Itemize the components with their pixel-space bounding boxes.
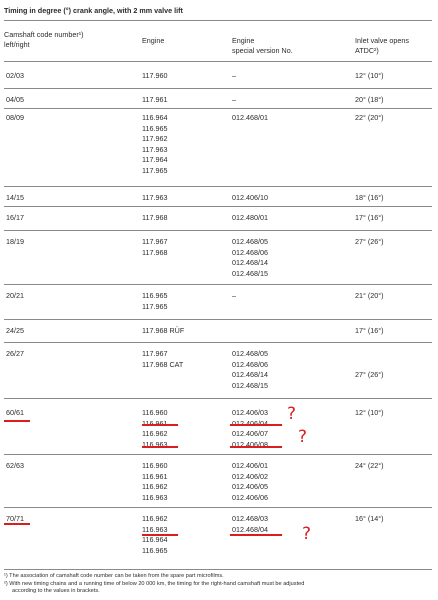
camshaft-code: 70/71 (6, 514, 24, 523)
annotation-question-mark-2: ? (298, 427, 308, 447)
engine-number: 116.964 (142, 113, 168, 122)
row-separator (4, 398, 432, 399)
inlet-valve-timing: 27° (26°) (355, 370, 384, 379)
engine-list (142, 213, 167, 224)
special-version-number: 012.406/10 (232, 193, 268, 202)
inlet-valve-timing: 18° (16°) (355, 193, 384, 202)
row-separator (4, 108, 432, 109)
engine-number: 116.960 (142, 408, 168, 417)
engine-number: 117.963 (142, 193, 168, 202)
header-rule (4, 61, 432, 62)
special-version-list (232, 113, 268, 124)
annotation-underline-116-963 (142, 446, 178, 448)
camshaft-code: 18/19 (6, 237, 24, 246)
engine-number: 116.965 (142, 123, 168, 133)
engine-list (142, 95, 167, 106)
row-separator (4, 507, 432, 508)
engine-list (142, 71, 167, 82)
inlet-valve-timing: 21° (20°) (355, 291, 384, 300)
header-special-version (232, 36, 293, 55)
special-version-list (232, 514, 268, 535)
inlet-valve-timing: 17° (16°) (355, 326, 384, 335)
annotation-question-mark-1: ? (287, 404, 297, 424)
special-version-number: 012.480/01 (232, 213, 268, 222)
inlet-valve-timing: 12° (10°) (355, 408, 384, 417)
special-version-number: 012.468/14 (232, 370, 268, 379)
engine-list (142, 237, 167, 258)
camshaft-code: 62/63 (6, 461, 24, 470)
annotation-underline-116-963-b (142, 534, 178, 536)
special-version-number: 012.406/06 (232, 492, 268, 502)
special-version-number: 012.406/05 (232, 482, 268, 491)
camshaft-code: 20/21 (6, 291, 24, 300)
special-version-number: – (232, 95, 236, 104)
special-version-list (232, 193, 268, 204)
engine-number: 117.965 (142, 165, 168, 175)
header-engine: Engine (142, 36, 165, 45)
annotation-question-mark-3: ? (302, 524, 312, 544)
engine-number: 117.967 (142, 237, 168, 246)
row-separator (4, 88, 432, 89)
special-version-number: 012.468/05 (232, 237, 268, 246)
engine-number: 117.968 CAT (142, 359, 184, 369)
camshaft-code: 16/17 (6, 213, 24, 222)
engine-number: 117.963 (142, 144, 168, 154)
row-separator (4, 284, 432, 285)
special-version-number: 012.468/06 (232, 359, 268, 369)
special-version-number: 012.468/04 (232, 524, 268, 534)
inlet-valve-timing: 16° (14°) (355, 514, 384, 523)
camshaft-code: 02/03 (6, 71, 24, 80)
engine-number: 116.963 (142, 524, 168, 534)
special-version-number: – (232, 71, 236, 80)
table-title: Timing in degree (°) crank angle, with 2 mm valve lift (4, 6, 183, 15)
bottom-rule (4, 569, 432, 570)
engine-number: 116.962 (142, 482, 168, 491)
special-version-list (232, 408, 268, 450)
header-special-line1: Engine (232, 36, 255, 45)
camshaft-code: 60/61 (6, 408, 24, 417)
engine-number: 117.967 (142, 349, 168, 358)
engine-number: 116.962 (142, 514, 168, 523)
row-separator (4, 230, 432, 231)
inlet-valve-timing: 27° (26°) (355, 237, 384, 246)
annotation-underline-code-70-71 (4, 523, 30, 525)
special-version-number: 012.406/07 (232, 429, 268, 438)
special-version-number: 012.406/03 (232, 408, 268, 417)
special-version-list (232, 461, 268, 503)
camshaft-code: 24/25 (6, 326, 24, 335)
engine-number: 116.961 (142, 471, 168, 481)
engine-number: 117.960 (142, 71, 168, 80)
engine-list (142, 408, 167, 450)
special-version-number: 012.468/15 (232, 268, 268, 278)
special-version-number: 012.468/03 (232, 514, 268, 523)
header-valve-line2: ATDC²) (355, 45, 379, 55)
annotation-underline-012-406-08 (230, 446, 282, 448)
row-separator (4, 342, 432, 343)
engine-number: 117.968 RÜF (142, 326, 185, 335)
engine-number: 116.960 (142, 461, 168, 470)
engine-list (142, 113, 167, 176)
row-separator (4, 186, 432, 187)
engine-number: 117.968 (142, 247, 168, 257)
inlet-valve-timing: 12° (10°) (355, 71, 384, 80)
camshaft-code: 08/09 (6, 113, 24, 122)
inlet-valve-timing: 22° (20°) (355, 113, 384, 122)
annotation-underline-012-468-04 (230, 534, 282, 536)
engine-number: 116.963 (142, 439, 168, 449)
engine-number: 116.964 (142, 535, 168, 544)
engine-number: 117.961 (142, 95, 168, 104)
engine-number: 117.962 (142, 134, 168, 143)
header-code-line1: Camshaft code number¹) (4, 30, 84, 39)
engine-number: 116.963 (142, 492, 168, 502)
row-separator (4, 206, 432, 207)
inlet-valve-timing: 17° (16°) (355, 213, 384, 222)
engine-number: 116.961 (142, 418, 168, 428)
special-version-list (232, 349, 268, 391)
footnote-1: ¹) The association of camshaft code number can be taken from the spare part microfilms. (4, 573, 224, 579)
engine-number: 117.965 (142, 301, 168, 311)
annotation-underline-116-961 (142, 424, 178, 426)
annotation-underline-012-406-04 (230, 424, 282, 426)
footnote-2: ²) With new timing chains and a running time of below 20 000 km, the timing for the right-hand camshaft must be adjusted (4, 581, 305, 587)
row-separator (4, 454, 432, 455)
camshaft-code: 26/27 (6, 349, 24, 358)
special-version-number: 012.406/08 (232, 439, 268, 449)
engine-list (142, 349, 183, 370)
inlet-valve-timing: 24° (22°) (355, 461, 384, 470)
special-version-number: 012.406/04 (232, 418, 268, 428)
header-inlet-valve (355, 36, 409, 55)
camshaft-code: 14/15 (6, 193, 24, 202)
special-version-list (232, 213, 268, 224)
engine-list (142, 326, 184, 337)
camshaft-code: 04/05 (6, 95, 24, 104)
special-version-number: – (232, 291, 236, 300)
engine-number: 116.962 (142, 429, 168, 438)
header-valve-line1: Inlet valve opens (355, 36, 409, 45)
inlet-valve-timing: 20° (18°) (355, 95, 384, 104)
special-version-list (232, 95, 236, 106)
special-version-number: 012.468/15 (232, 380, 268, 390)
special-version-number: 012.406/01 (232, 461, 268, 470)
special-version-number: 012.468/01 (232, 113, 268, 122)
engine-number: 116.965 (142, 291, 168, 300)
row-separator (4, 319, 432, 320)
header-code-line2: left/right (4, 39, 30, 49)
engine-number: 117.964 (142, 155, 168, 164)
engine-number: 117.968 (142, 213, 168, 222)
header-camshaft-code (4, 30, 84, 49)
engine-list (142, 461, 167, 503)
engine-list (142, 291, 167, 312)
engine-list (142, 193, 167, 204)
header-special-line2: special version No. (232, 45, 293, 55)
special-version-number: 012.468/05 (232, 349, 268, 358)
special-version-number: 012.406/02 (232, 471, 268, 481)
special-version-number: 012.468/06 (232, 247, 268, 257)
special-version-list (232, 291, 236, 302)
engine-number: 116.965 (142, 545, 168, 555)
special-version-number: 012.468/14 (232, 258, 268, 267)
footnote-2-cont: according to the values in brackets. (12, 588, 100, 594)
special-version-list (232, 71, 236, 82)
special-version-list (232, 237, 268, 279)
annotation-underline-code-60-61 (4, 420, 30, 422)
top-rule (4, 20, 432, 21)
